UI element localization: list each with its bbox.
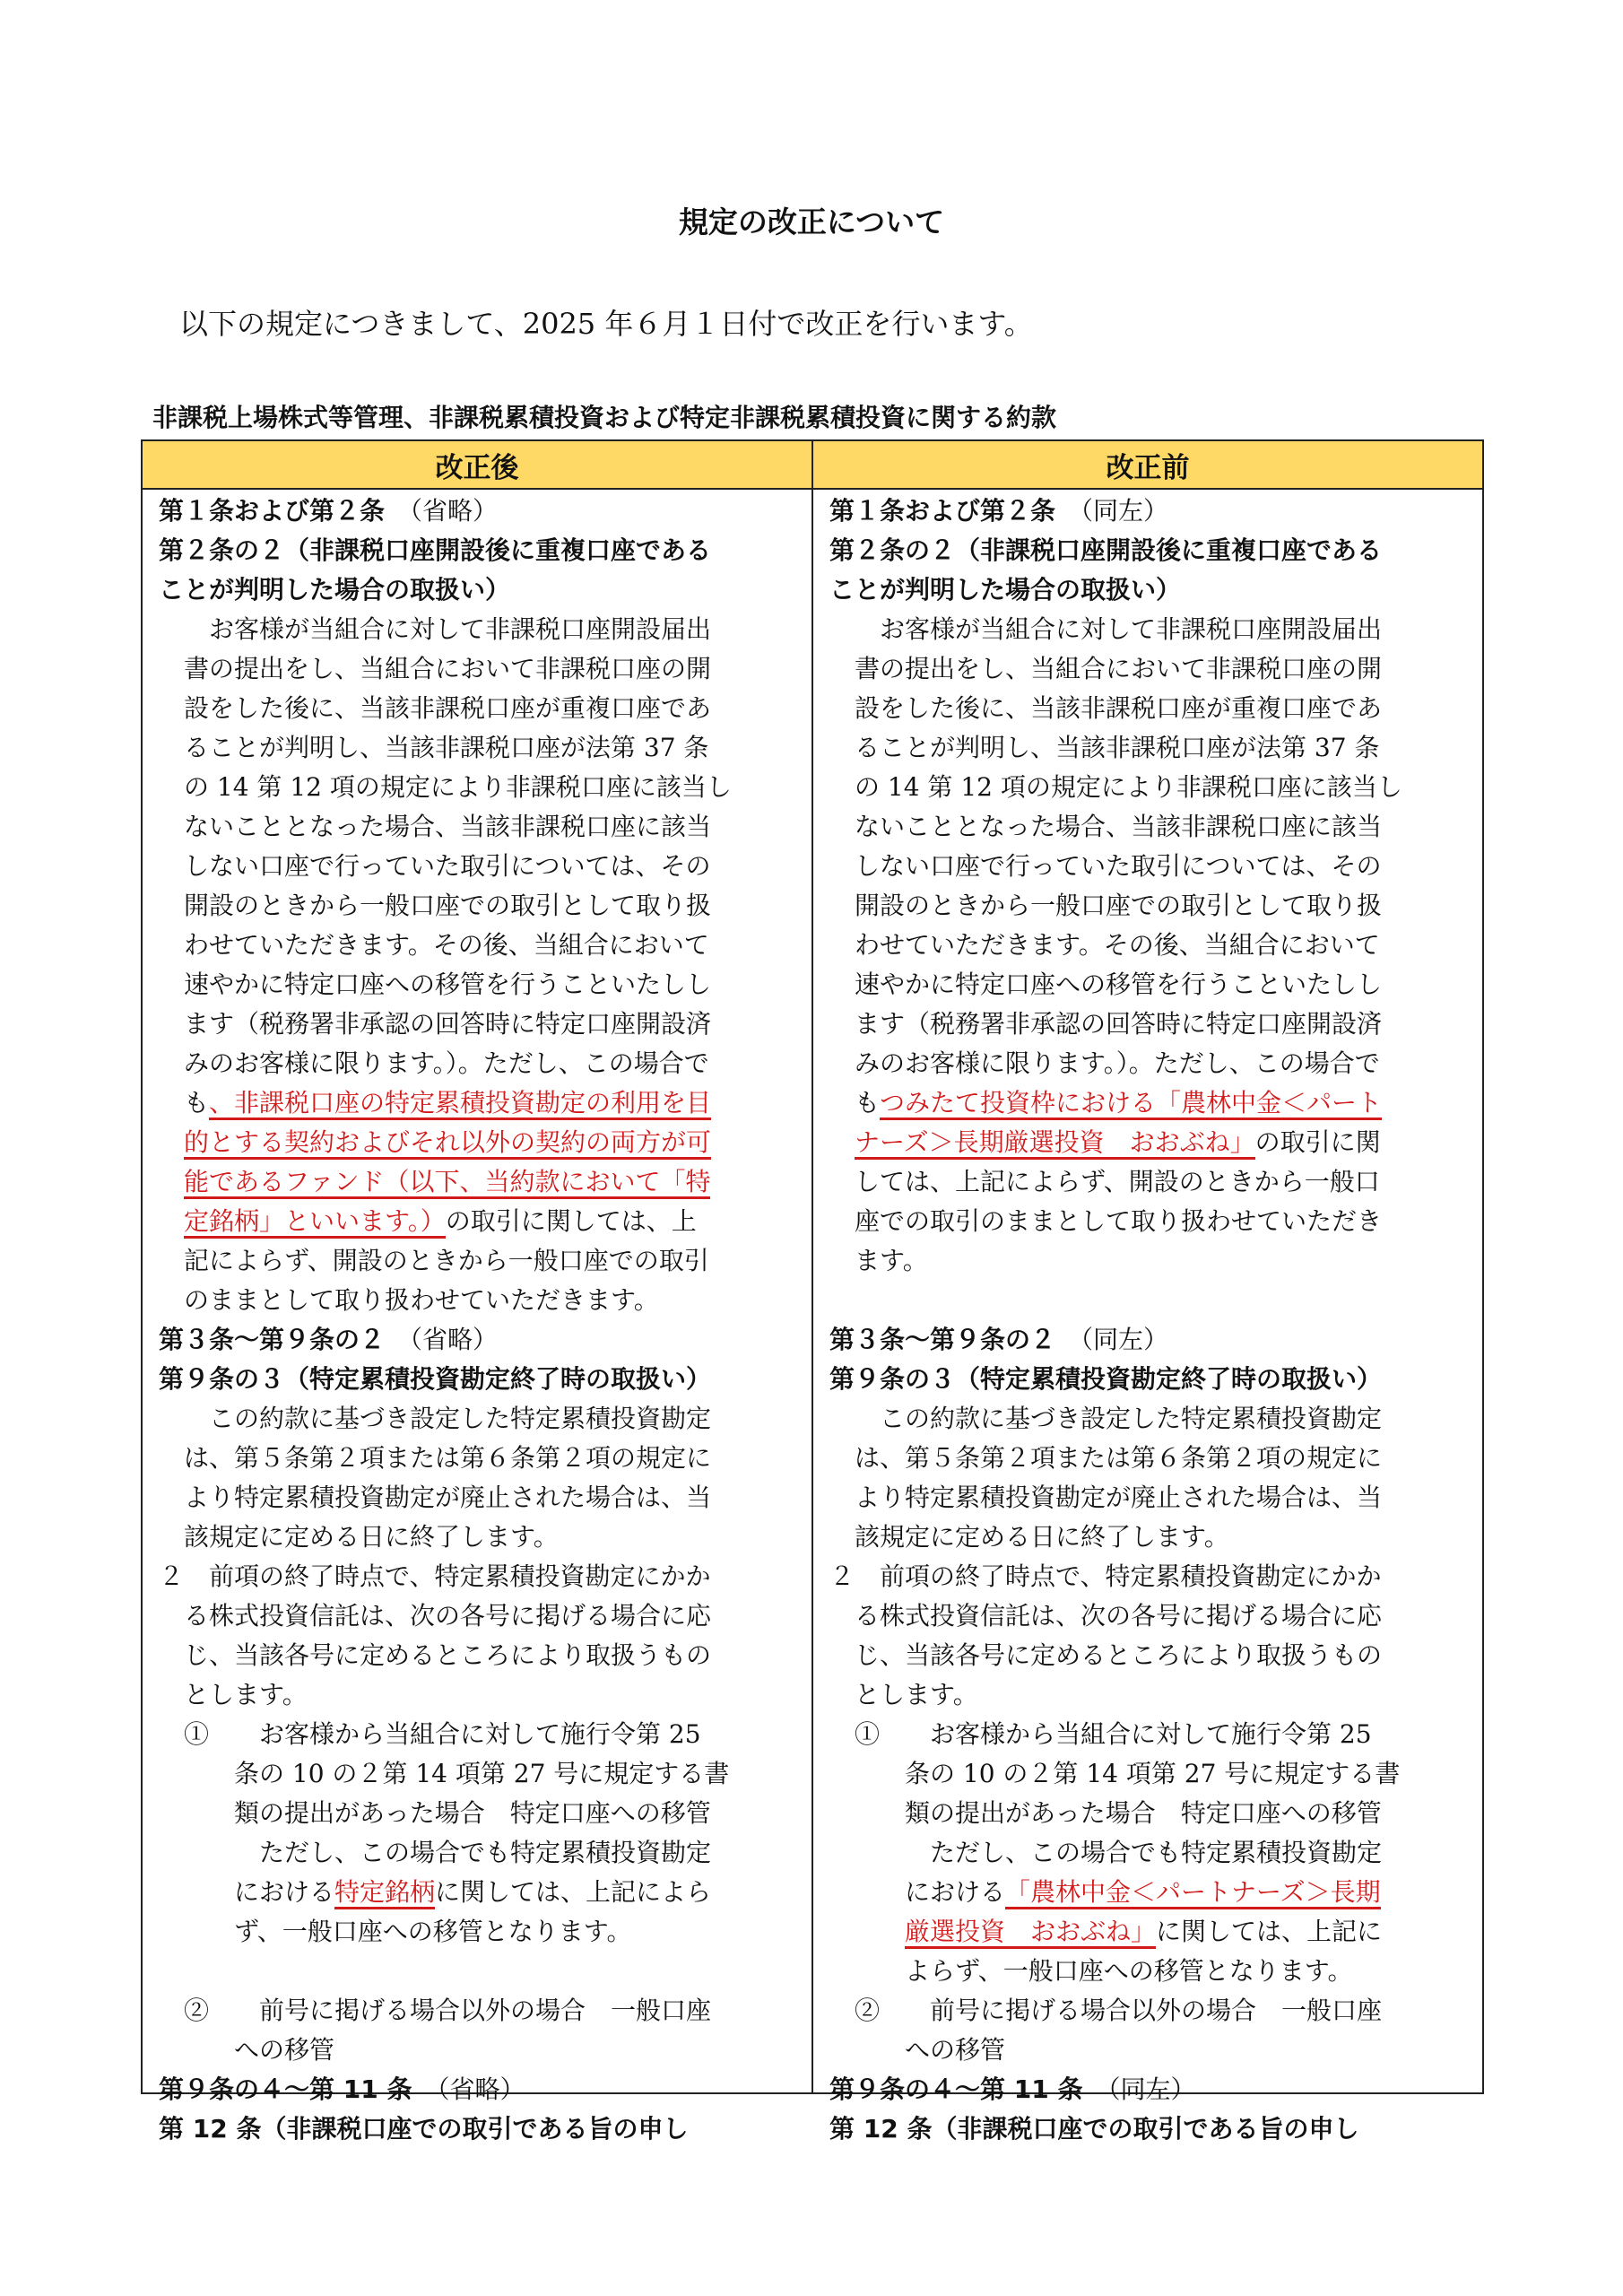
paragraph-line: ないこととなった場合、当該非課税口座に該当 bbox=[184, 812, 712, 841]
item-line: よらず、一般口座への移管となります。 bbox=[905, 1956, 1353, 1986]
article-heading: 第３条～第９条の２ （同左） bbox=[829, 1325, 1169, 1354]
paragraph-line: 速やかに特定口座への移管を行うこといたしし bbox=[855, 970, 1383, 999]
item-line: ただし、この場合でも特定累積投資勘定 bbox=[259, 1838, 712, 1867]
item-line: 条の 10 の２第 14 項第 27 号に規定する書 bbox=[234, 1759, 730, 1788]
article-heading: 第９条の４～第 11 条 （省略） bbox=[159, 2074, 525, 2104]
item-line: ただし、この場合でも特定累積投資勘定 bbox=[930, 1838, 1383, 1867]
paragraph-line: のままとして取り扱わせていただきます。 bbox=[184, 1285, 659, 1315]
item-line: ① お客様から当組合に対して施行令第 25 bbox=[855, 1719, 1372, 1749]
paragraph-line: とします。 bbox=[184, 1680, 308, 1709]
paragraph-line: ることが判明し、当該非課税口座が法第 37 条 bbox=[855, 733, 1380, 762]
paragraph-line: しない口座で行っていた取引については、その bbox=[184, 851, 711, 881]
item-line: 類の提出があった場合 特定口座への移管 bbox=[234, 1798, 711, 1828]
amended-text: つみたて投資枠における「農林中金＜パート bbox=[880, 1088, 1382, 1120]
paragraph-line: は、第５条第２項または第６条第２項の規定に bbox=[184, 1443, 712, 1473]
paragraph-line: 記によらず、開設のときから一般口座での取引 bbox=[184, 1246, 709, 1275]
item-line: 条の 10 の２第 14 項第 27 号に規定する書 bbox=[905, 1759, 1401, 1788]
comparison-table bbox=[141, 439, 1484, 2144]
article-heading: 第１条および第２条 （省略） bbox=[159, 496, 499, 526]
item-line: への移管 bbox=[234, 2035, 335, 2065]
article-heading: ことが判明した場合の取扱い） bbox=[829, 575, 1182, 604]
paragraph-line: ２ 前項の終了時点で、特定累積投資勘定にかか bbox=[159, 1561, 711, 1591]
article-heading: 第９条の４～第 11 条 （同左） bbox=[829, 2074, 1196, 2104]
article-heading: 第２条の２（非課税口座開設後に重複口座である bbox=[159, 535, 712, 565]
paragraph-line: 該規定に定める日に終了します。 bbox=[855, 1522, 1229, 1552]
paragraph-line: より特定累積投資勘定が廃止された場合は、当 bbox=[855, 1483, 1383, 1512]
paragraph-line: この約款に基づき設定した特定累積投資勘定 bbox=[880, 1404, 1383, 1433]
paragraph-line: る株式投資信託は、次の各号に掲げる場合に応 bbox=[855, 1601, 1383, 1631]
paragraph-line: ナーズ＞長期厳選投資 おおぶね」の取引に関 bbox=[855, 1123, 1381, 1162]
paragraph-line: 書の提出をし、当組合において非課税口座の開 bbox=[184, 654, 712, 683]
paragraph-line: わせていただきます。その後、当組合において bbox=[855, 930, 1380, 960]
amended-text: 厳選投資 おおぶね」 bbox=[905, 1917, 1156, 1949]
item-line: ② 前号に掲げる場合以外の場合 一般口座 bbox=[855, 1996, 1383, 2025]
intro-text: 以下の規定につきまして、2025 年６月１日付で改正を行います。 bbox=[179, 307, 1033, 341]
amended-text: 的とする契約およびそれ以外の契約の両方が可 bbox=[184, 1127, 711, 1160]
paragraph-line: ることが判明し、当該非課税口座が法第 37 条 bbox=[184, 733, 709, 762]
paragraph-line: 設をした後に、当該非課税口座が重複口座であ bbox=[855, 693, 1383, 723]
amended-text: 能であるファンド（以下、当約款において「特 bbox=[184, 1167, 710, 1199]
paragraph-line: みのお客様に限ります。）。ただし、この場合で bbox=[184, 1048, 709, 1078]
paragraph-line: ます（税務署非承認の回答時に特定口座開設済 bbox=[184, 1009, 712, 1039]
item-line: 類の提出があった場合 特定口座への移管 bbox=[905, 1798, 1382, 1828]
article-heading: 第９条の３（特定累積投資勘定終了時の取扱い） bbox=[159, 1364, 712, 1394]
paragraph-line: とします。 bbox=[855, 1680, 978, 1709]
paragraph-line: お客様が当組合に対して非課税口座開設届出 bbox=[880, 614, 1383, 644]
paragraph-line: しては、上記によらず、開設のときから一般口 bbox=[855, 1167, 1380, 1196]
paragraph-line: 設をした後に、当該非課税口座が重複口座であ bbox=[184, 693, 712, 723]
paragraph-line: みのお客様に限ります。）。ただし、この場合で bbox=[855, 1048, 1380, 1078]
paragraph-line: ます（税務署非承認の回答時に特定口座開設済 bbox=[855, 1009, 1383, 1039]
paragraph-line: わせていただきます。その後、当組合において bbox=[184, 930, 709, 960]
paragraph-line: も、非課税口座の特定累積投資勘定の利用を目 bbox=[184, 1083, 711, 1123]
amended-text: 「農林中金＜パートナーズ＞長期 bbox=[1005, 1877, 1381, 1909]
after-column bbox=[142, 489, 812, 2144]
contract-name: 非課税上場株式等管理、非課税累積投資および特定非課税累積投資に関する約款 bbox=[152, 403, 1057, 432]
paragraph-line: もつみたて投資枠における「農林中金＜パート bbox=[855, 1083, 1382, 1123]
paragraph-line: の 14 第 12 項の規定により非課税口座に該当し bbox=[855, 772, 1402, 802]
paragraph-line: は、第５条第２項または第６条第２項の規定に bbox=[855, 1443, 1383, 1473]
article-heading: 第９条の３（特定累積投資勘定終了時の取扱い） bbox=[829, 1364, 1383, 1394]
item-line: ② 前号に掲げる場合以外の場合 一般口座 bbox=[184, 1996, 712, 2025]
item-line: ① お客様から当組合に対して施行令第 25 bbox=[184, 1719, 701, 1749]
article-heading: 第３条～第９条の２ （省略） bbox=[159, 1325, 499, 1354]
paragraph-line bbox=[184, 1162, 710, 1202]
article-heading: 第 12 条（非課税口座での取引である旨の申し bbox=[829, 2114, 1359, 2144]
item-line: 厳選投資 おおぶね」に関しては、上記に bbox=[905, 1912, 1382, 1952]
article-heading: 第 12 条（非課税口座での取引である旨の申し bbox=[159, 2114, 689, 2144]
article-heading: 第１条および第２条 （同左） bbox=[829, 496, 1169, 526]
column-header-before: 改正前 bbox=[812, 440, 1483, 489]
before-column bbox=[812, 489, 1483, 2144]
paragraph-line bbox=[184, 1123, 711, 1162]
paragraph-line: の 14 第 12 項の規定により非課税口座に該当し bbox=[184, 772, 732, 802]
article-heading: ことが判明した場合の取扱い） bbox=[159, 575, 511, 604]
paragraph-line: 速やかに特定口座への移管を行うこといたしし bbox=[184, 970, 712, 999]
column-header-after: 改正後 bbox=[142, 440, 812, 489]
paragraph-line: しない口座で行っていた取引については、その bbox=[855, 851, 1382, 881]
paragraph-line: じ、当該各号に定めるところにより取扱うもの bbox=[855, 1640, 1383, 1670]
paragraph-line: ないこととなった場合、当該非課税口座に該当 bbox=[855, 812, 1383, 841]
paragraph-line: 定銘柄」といいます。）の取引に関しては、上 bbox=[184, 1202, 697, 1241]
paragraph-line: 書の提出をし、当組合において非課税口座の開 bbox=[855, 654, 1383, 683]
paragraph-line: じ、当該各号に定めるところにより取扱うもの bbox=[184, 1640, 712, 1670]
paragraph-line: お客様が当組合に対して非課税口座開設届出 bbox=[209, 614, 712, 644]
paragraph-line: ます。 bbox=[855, 1246, 928, 1275]
amended-text: ナーズ＞長期厳選投資 おおぶね」 bbox=[855, 1127, 1255, 1160]
paragraph-line: 開設のときから一般口座での取引として取り扱 bbox=[855, 891, 1383, 920]
item-line: における特定銘柄に関しては、上記によら bbox=[234, 1873, 711, 1912]
paragraph-line: ２ 前項の終了時点で、特定累積投資勘定にかか bbox=[829, 1561, 1382, 1591]
paragraph-line: る株式投資信託は、次の各号に掲げる場合に応 bbox=[184, 1601, 712, 1631]
amended-text: 特定銘柄 bbox=[334, 1877, 435, 1909]
paragraph-line: この約款に基づき設定した特定累積投資勘定 bbox=[209, 1404, 712, 1433]
paragraph-line: 座での取引のままとして取り扱わせていただき bbox=[855, 1206, 1383, 1236]
amended-text: 定銘柄」といいます。） bbox=[184, 1206, 446, 1239]
paragraph-line: 該規定に定める日に終了します。 bbox=[184, 1522, 559, 1552]
paragraph-line: より特定累積投資勘定が廃止された場合は、当 bbox=[184, 1483, 712, 1512]
item-line: における「農林中金＜パートナーズ＞長期 bbox=[905, 1873, 1381, 1912]
article-heading: 第２条の２（非課税口座開設後に重複口座である bbox=[829, 535, 1383, 565]
page-title: 規定の改正について bbox=[678, 204, 945, 239]
amended-text: 、非課税口座の特定累積投資勘定の利用を目 bbox=[209, 1088, 711, 1120]
item-line: への移管 bbox=[905, 2035, 1006, 2065]
item-line: ず、一般口座への移管となります。 bbox=[234, 1917, 632, 1946]
paragraph-line: 開設のときから一般口座での取引として取り扱 bbox=[184, 891, 712, 920]
